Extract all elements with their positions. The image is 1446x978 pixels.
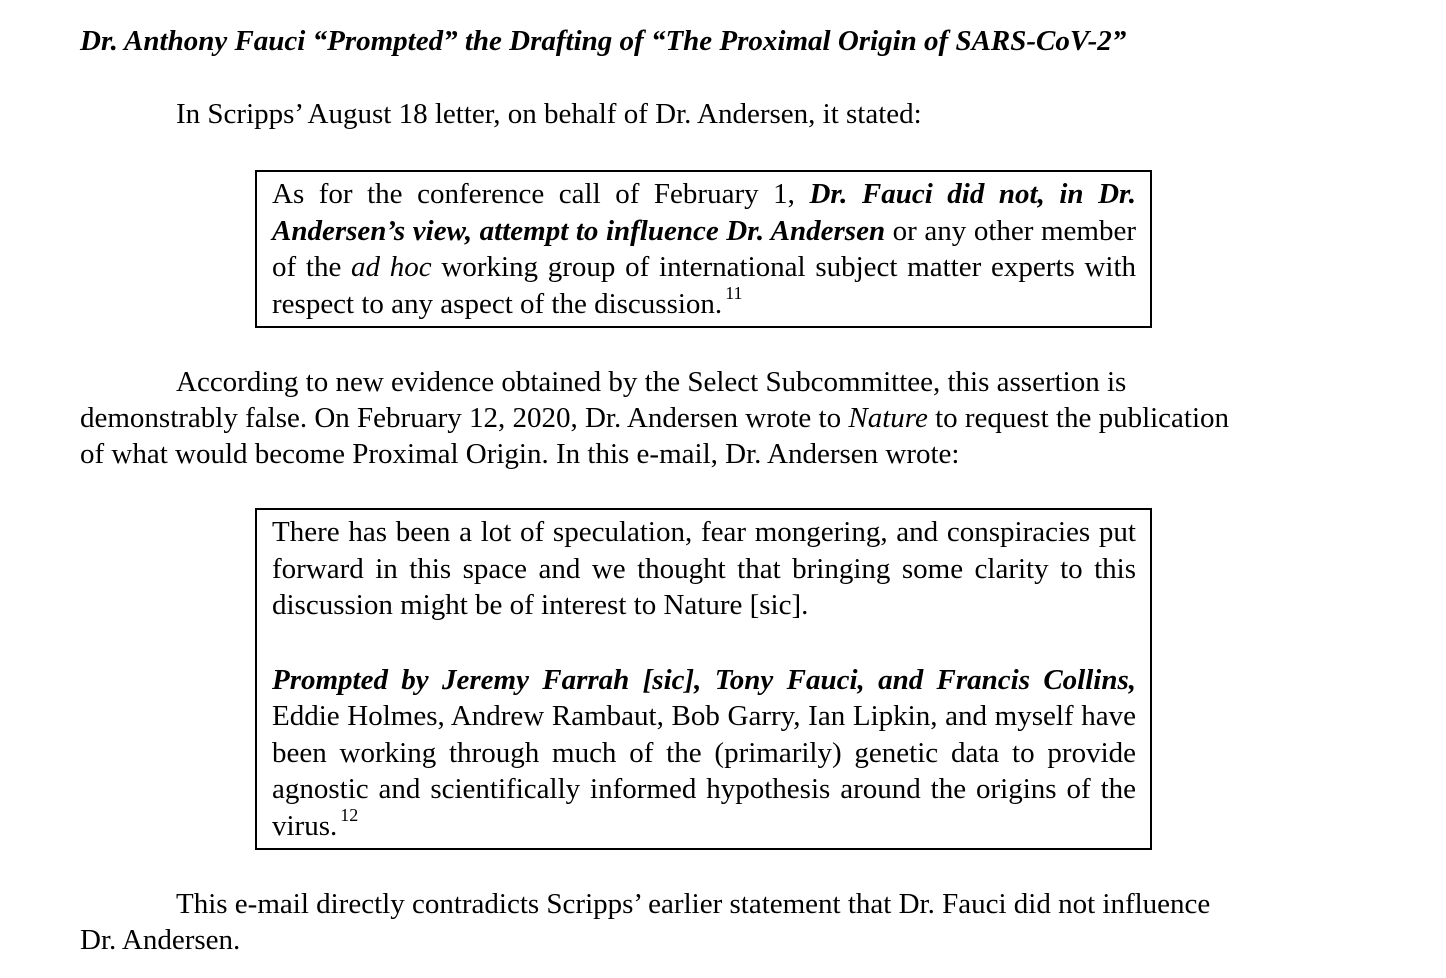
- quote-paragraph-2: [272, 662, 1136, 845]
- quote-emphasis: Prompted by Jeremy Farrah [sic], Tony Fauci, and Francis Collins,: [272, 663, 1136, 696]
- quote-text-plain: Eddie Holmes, Andrew Rambaut, Bob Garry, Ian Lipkin, and myself have been working through much of the (primarily) genetic data to provide agnostic and scientifically informed hypothesis around the origins of the virus.: [272, 700, 1136, 842]
- quote-text-plain: working group of international subject matter experts with respect to any aspect of the discussion.: [272, 251, 1137, 320]
- quote-text-plain: or any other member of the: [272, 214, 1136, 283]
- intro-paragraph: In Scripps’ August 18 letter, on behalf of Dr. Andersen, it stated:: [176, 98, 922, 130]
- quote-emphasis: Dr. Fauci did not, in Dr. Andersen’s view, attempt to influence Dr. Andersen: [272, 178, 1136, 247]
- quote-paragraph-1: There has been a lot of speculation, fear mongering, and conspiracies put forward in this space and we thought that bringing some clarity to this discussion might be of interest to Nature [sic].: [272, 516, 1136, 621]
- quote-italic-term: ad hoc: [351, 251, 432, 283]
- block-quote-scripps-letter: [255, 170, 1152, 328]
- paragraph-text: to request the publication of what would become Proximal Origin. In this e-mail, Dr. Andersen wrote:: [80, 402, 1230, 470]
- quote-text: [272, 176, 1136, 322]
- block-quote-andersen-email: [255, 508, 1152, 850]
- evidence-paragraph: [80, 364, 1240, 472]
- quote-text-plain: As for the conference call of February 1,: [272, 178, 810, 210]
- footnote-marker: 11: [725, 282, 743, 303]
- paragraph-text: According to new evidence obtained by the Select Subcommittee, this assertion is demonstrably false. On February 12, 2020, Dr. Andersen wrote to: [80, 366, 1127, 434]
- conclusion-paragraph: This e-mail directly contradicts Scripps’ earlier statement that Dr. Fauci did not influence Dr. Andersen.: [80, 888, 1211, 956]
- section-heading: Dr. Anthony Fauci “Prompted” the Drafting of “The Proximal Origin of SARS-CoV-2”: [80, 25, 1127, 57]
- journal-name: Nature: [848, 402, 928, 434]
- footnote-marker: 12: [340, 804, 359, 825]
